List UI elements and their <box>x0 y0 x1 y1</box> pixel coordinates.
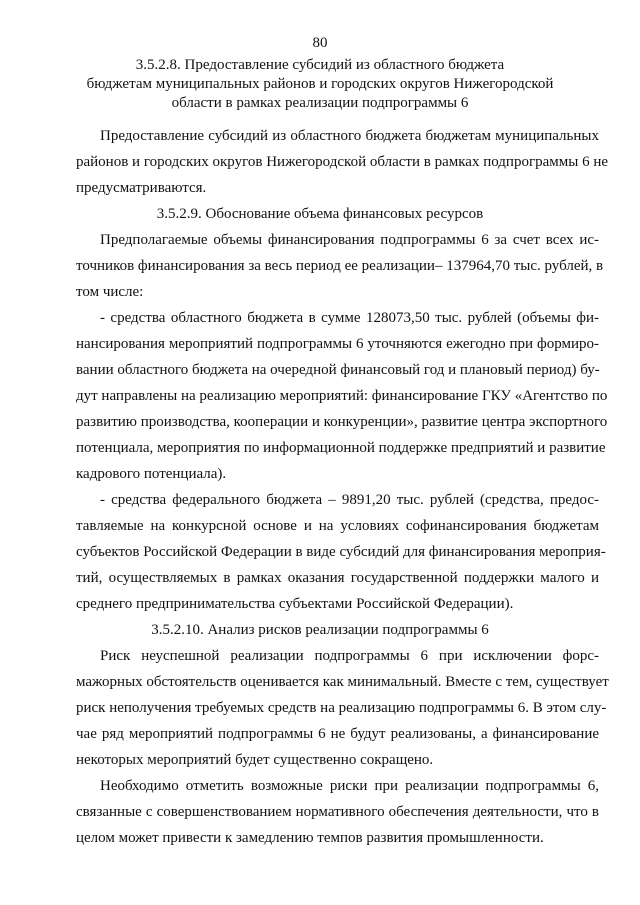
section-heading: 3.5.2.9. Обоснование объема финансовых ресурсов <box>156 206 484 222</box>
paragraph-line: вании областного бюджета на очередной финансовый год и плановый период) бу- <box>76 362 600 378</box>
paragraph-line: связанные с совершенствованием нормативного обеспечения деятельности, что в <box>76 804 599 820</box>
paragraph-line: Необходимо отметить возможные риски при реализации подпрограммы 6, <box>100 778 599 794</box>
section-heading: 3.5.2.10. Анализ рисков реализации подпрограммы 6 <box>151 622 489 638</box>
paragraph-line: мажорных обстоятельств оценивается как минимальный. Вместе с тем, существует <box>76 674 609 690</box>
section-heading-line: области в рамках реализации подпрограммы 6 <box>171 95 469 111</box>
paragraph-line: целом может привести к замедлению темпов развития промышленности. <box>76 830 544 846</box>
paragraph-line: тий, осуществляемых в рамках оказания государственной поддержки малого и <box>76 570 599 586</box>
paragraph-line: - средства федерального бюджета – 9891,20 тыс. рублей (средства, предос- <box>100 492 599 508</box>
section-heading-line: бюджетам муниципальных районов и городских округов Нижегородской <box>86 76 554 92</box>
paragraph-line: потенциала, мероприятия по информационной поддержке предприятий и развитие <box>76 440 606 456</box>
paragraph-line: Предоставление субсидий из областного бюджета бюджетам муниципальных <box>100 128 599 144</box>
page-number: 80 <box>312 35 328 51</box>
paragraph-line: Предполагаемые объемы финансирования подпрограммы 6 за счет всех ис- <box>100 232 599 248</box>
paragraph-line: тавляемые на конкурсной основе и на условиях софинансирования бюджетам <box>76 518 599 534</box>
paragraph-line: дут направлены на реализацию мероприятий: финансирование ГКУ «Агентство по <box>76 388 608 404</box>
paragraph-line: среднего предпринимательства субъектами Российской Федерации). <box>76 596 514 612</box>
paragraph-line: кадрового потенциала). <box>76 466 227 482</box>
paragraph-line: нансирования мероприятий подпрограммы 6 уточняются ежегодно при формиро- <box>76 336 599 352</box>
paragraph-line: развитию производства, кооперации и конкуренции», развитие центра экспортного <box>76 414 608 430</box>
paragraph-line: предусматриваются. <box>76 180 207 196</box>
paragraph-line: точников финансирования за весь период ее реализации– 137964,70 тыс. рублей, в <box>76 258 604 274</box>
section-heading-line: 3.5.2.8. Предоставление субсидий из областного бюджета <box>135 57 505 73</box>
paragraph-line: Риск неуспешной реализации подпрограммы 6 при исключении форс- <box>100 648 599 664</box>
paragraph-line: субъектов Российской Федерации в виде субсидий для финансирования мероприя- <box>76 544 606 560</box>
paragraph-line: некоторых мероприятий будет существенно сокращено. <box>76 752 434 768</box>
paragraph-line: районов и городских округов Нижегородской области в рамках подпрограммы 6 не <box>76 154 609 170</box>
paragraph-line: том числе: <box>76 284 144 300</box>
paragraph-line: - средства областного бюджета в сумме 128073,50 тыс. рублей (объемы фи- <box>100 310 599 326</box>
paragraph-line: чае ряд мероприятий подпрограммы 6 не будут реализованы, а финансирование <box>76 726 599 742</box>
paragraph-line: риск неполучения требуемых средств на реализацию подпрограммы 6. В этом слу- <box>76 700 607 716</box>
